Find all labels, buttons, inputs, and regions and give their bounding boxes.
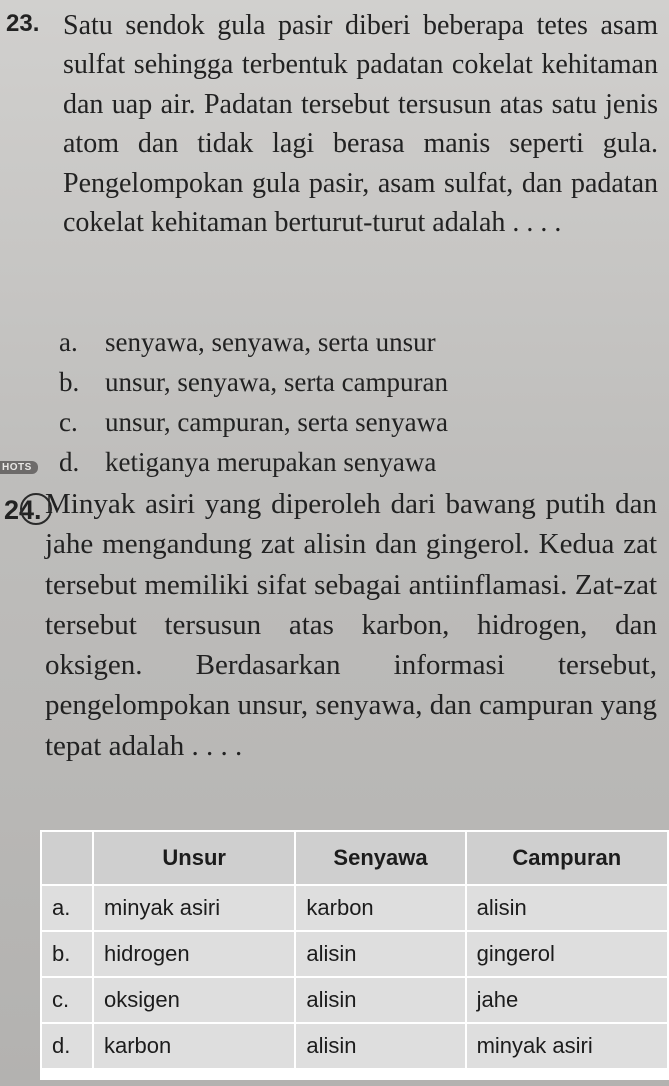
classification-table [40,830,669,1070]
table-cell-unsur: oksigen [93,977,295,1023]
table-cell-letter: d. [41,1023,93,1069]
table-cell-campuran: alisin [466,885,668,931]
option-text: ketiganya merupakan senyawa [105,447,437,477]
option-letter: a. [59,327,78,357]
table-cell-campuran: jahe [466,977,668,1023]
table-row-c[interactable] [41,977,668,1023]
table-cell-letter: c. [41,977,93,1023]
table-row-b[interactable] [41,931,668,977]
answer-table [40,830,669,1080]
table-header-senyawa: Senyawa [295,831,465,885]
table-cell-senyawa: alisin [295,977,465,1023]
answer-options [59,322,659,482]
hots-badge: HOTS [0,461,38,474]
table-cell-letter: a. [41,885,93,931]
option-d[interactable] [59,442,659,482]
option-letter: d. [59,447,80,477]
table-row-d[interactable] [41,1023,668,1069]
table-cell-letter: b. [41,931,93,977]
table-header-empty [41,831,93,885]
option-letter: c. [59,407,78,437]
table-cell-senyawa: karbon [295,885,465,931]
table-cell-unsur: minyak asiri [93,885,295,931]
table-row-a[interactable] [41,885,668,931]
option-b[interactable] [59,362,659,402]
table-cell-senyawa: alisin [295,931,465,977]
table-header-campuran: Campuran [466,831,668,885]
table-cell-senyawa: alisin [295,1023,465,1069]
option-text: senyawa, senyawa, serta unsur [105,327,436,357]
option-c[interactable] [59,402,659,442]
question-text: Minyak asiri yang diperoleh dari bawang putih dan jahe mengandung zat alisin dan gingerol. Kedua zat tersebut memiliki sifat sebagai antiinflamasi. Zat-zat tersebut tersusun atas karbon, hidrogen, dan oksigen. Berdasarkan informasi tersebut, pengelompokan unsur, senyawa, dan campuran yang tepat adalah . . . . [45,488,657,762]
table-cell-campuran: gingerol [466,931,668,977]
table-header-row [41,831,668,885]
option-letter: b. [59,367,80,397]
option-a[interactable] [59,322,659,362]
table-cell-unsur: karbon [93,1023,295,1069]
option-text: unsur, campuran, serta senyawa [105,407,449,437]
table-cell-campuran: minyak asiri [466,1023,668,1069]
option-text: unsur, senyawa, serta campuran [105,367,449,397]
table-cell-unsur: hidrogen [93,931,295,977]
question-text: Satu sendok gula pasir diberi beberapa tetes asam sulfat sehingga terbentuk padatan cokelat kehitaman dan uap air. Padatan tersebut tersusun atas satu jenis atom dan tidak lagi berasa manis seperti gula. Pengelompokan gula pasir, asam sulfat, dan padatan cokelat kehitaman berturut-turut adalah . . . . [63,10,658,239]
table-header-unsur: Unsur [93,831,295,885]
question-number: 23. [6,10,40,37]
question-number: 24. [4,495,42,525]
